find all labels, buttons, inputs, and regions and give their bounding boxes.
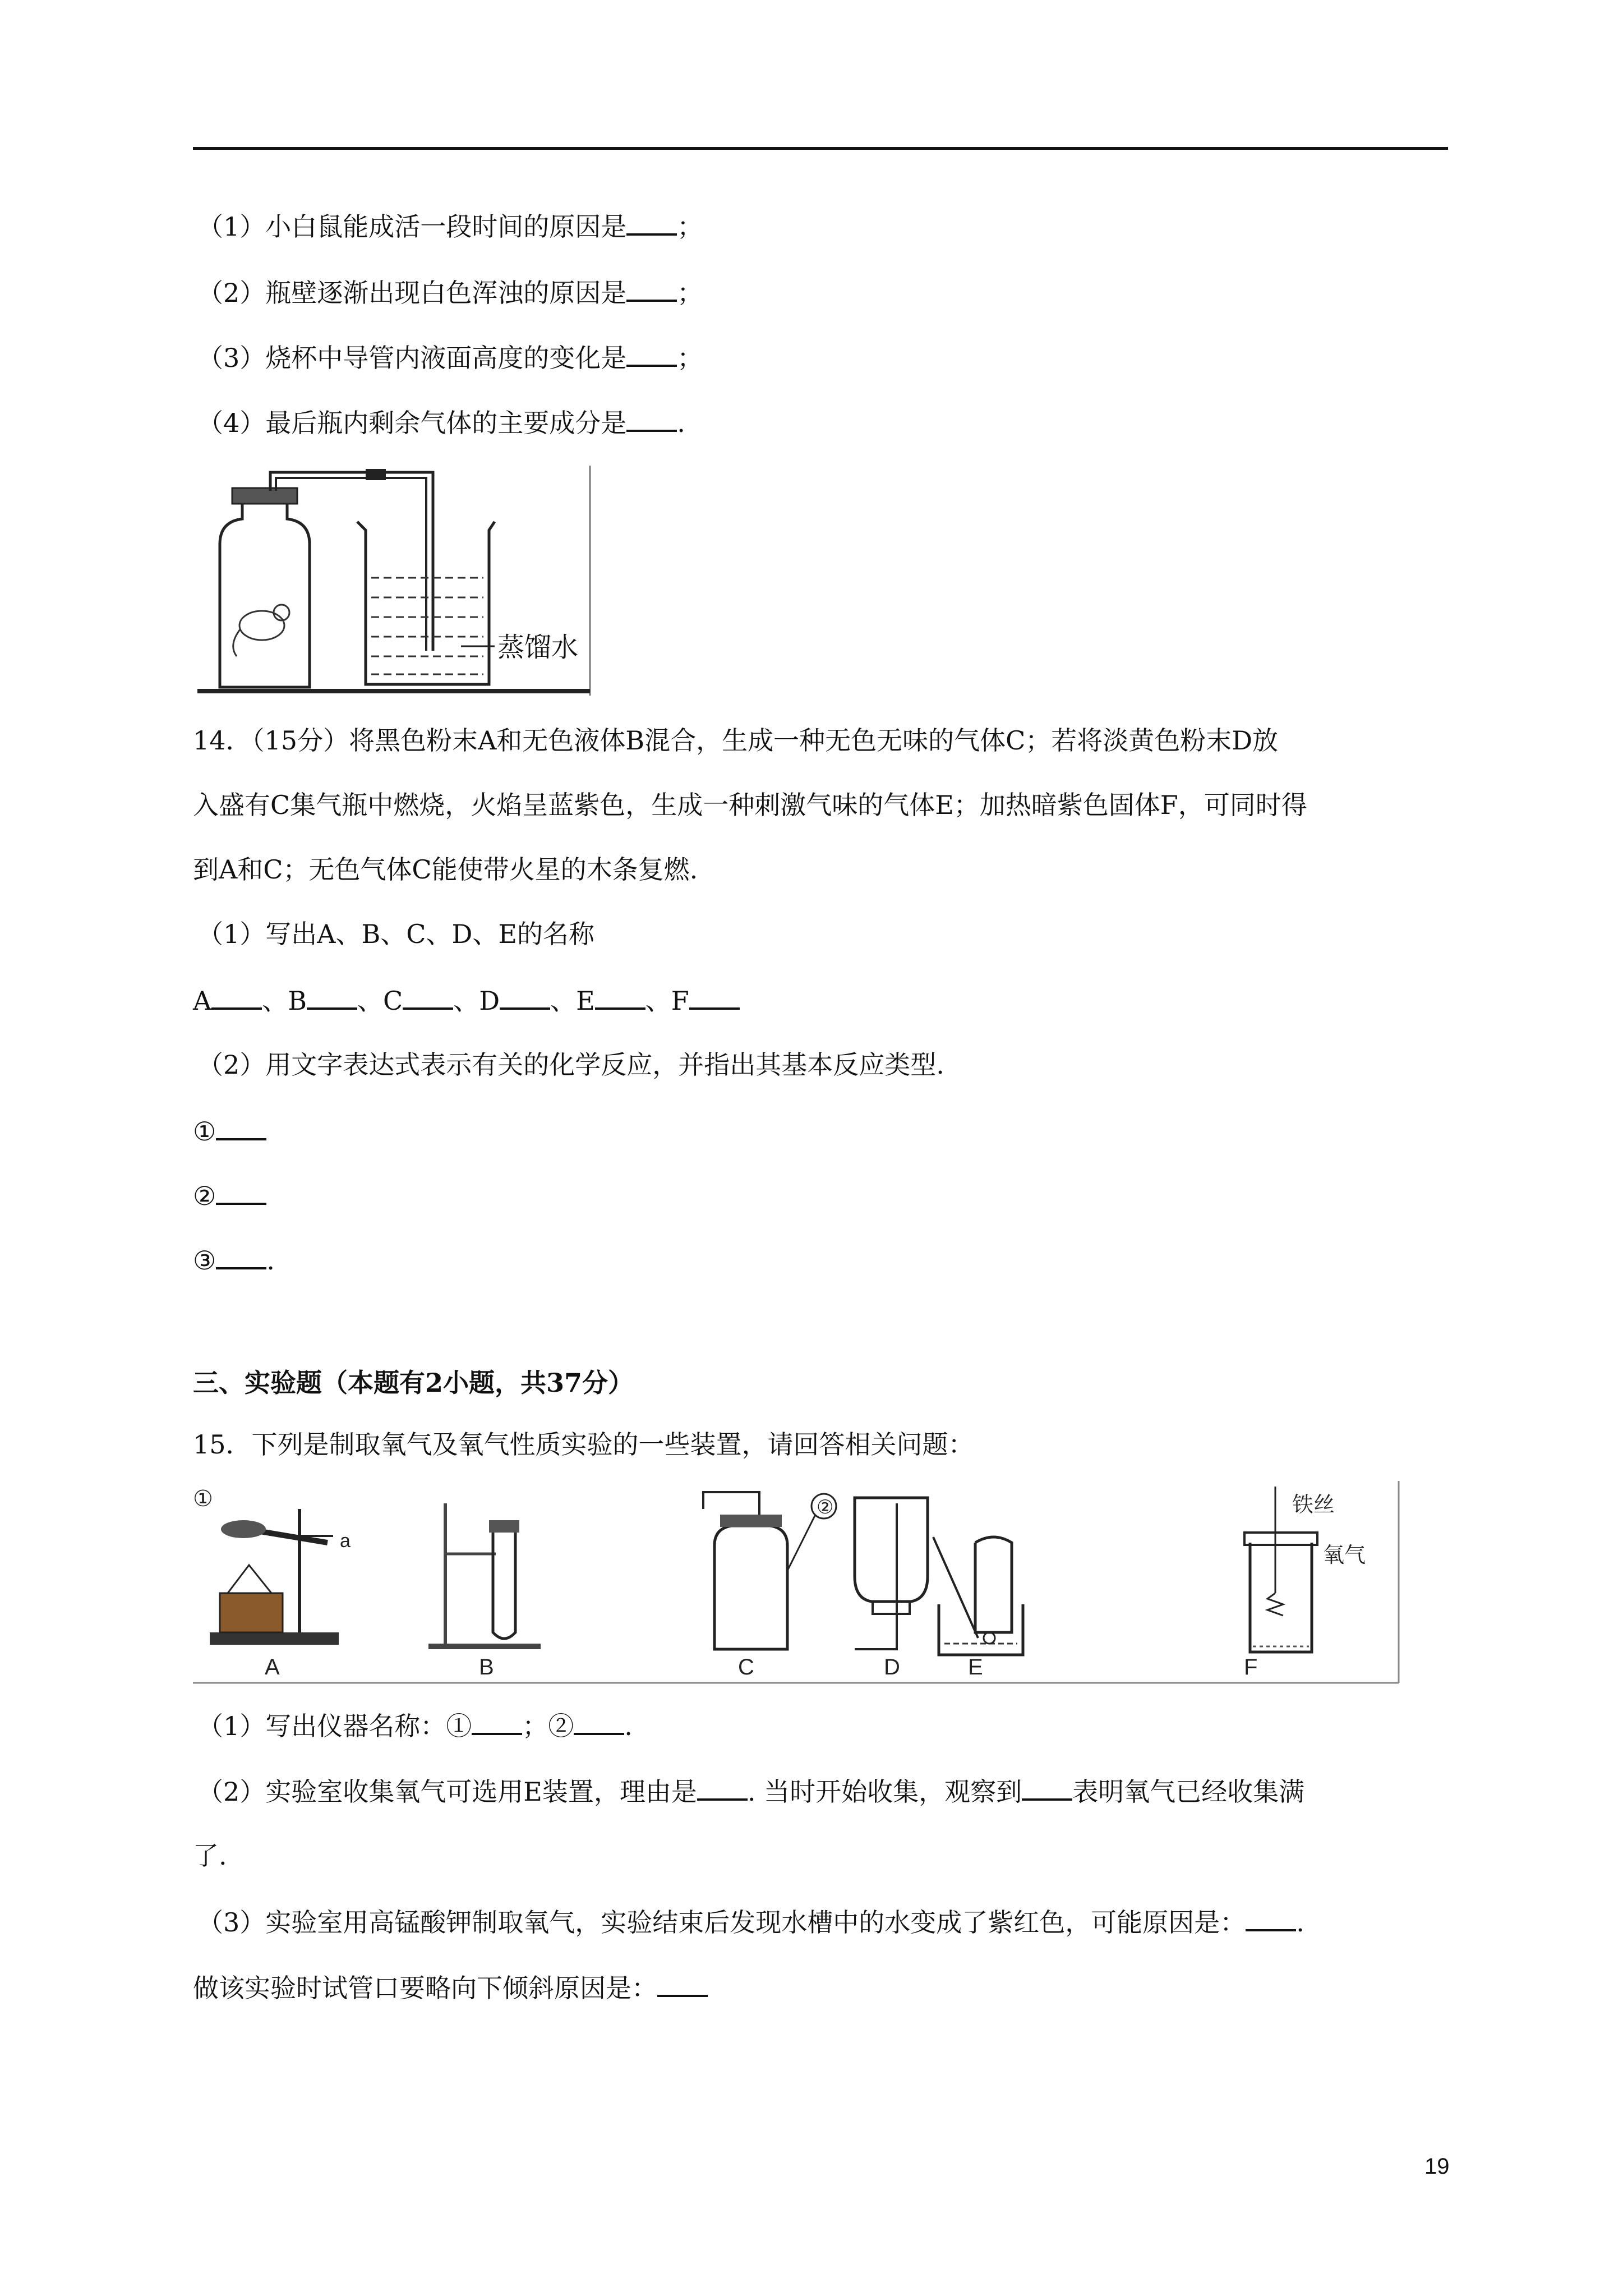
answer-blank[interactable] (626, 405, 677, 432)
apparatus-e (933, 1537, 1023, 1655)
label-d: D (884, 1655, 900, 1680)
answer-blank[interactable] (595, 983, 645, 1010)
label-e: E (968, 1655, 983, 1680)
callout-oxygen: 氧气 (1323, 1544, 1366, 1567)
q15-sub2-cont: 了. (193, 1841, 227, 1871)
answer-blank[interactable] (500, 983, 550, 1010)
q14-stem-1: 14．（15分）将黑色粉末A和无色液体B混合，生成一种无色无味的气体C；若将淡黄色粉末D放 (193, 725, 1279, 756)
q15-sub1: （1）写出仪器名称：① ；② . (197, 1708, 633, 1743)
answer-blank[interactable] (216, 1243, 266, 1269)
mouse-jar-figure (197, 466, 601, 701)
section-3-title: 三、实验题（本题有2小题，共37分） (193, 1368, 634, 1398)
answer-blank[interactable] (211, 983, 262, 1010)
answer-blank[interactable] (626, 209, 677, 236)
q14-item-3: ③ . (193, 1243, 275, 1277)
answer-blank[interactable] (216, 1114, 266, 1140)
q13-line-2: （2）瓶壁逐渐出现白色浑浊的原因是 ； (197, 275, 703, 310)
label-b: B (479, 1655, 494, 1680)
label-f: F (1244, 1655, 1258, 1680)
q14-item-1: ① (193, 1114, 266, 1148)
apparatus-f (1244, 1487, 1366, 1652)
answer-blank[interactable] (697, 1774, 748, 1801)
answer-blank[interactable] (307, 983, 357, 1010)
apparatus-c (703, 1492, 836, 1649)
answer-blank[interactable] (574, 1708, 624, 1735)
apparatus-d (855, 1498, 928, 1649)
q15-sub3: （3）实验室用高锰酸钾制取氧气，实验结束后发现水槽中的水变成了紫红色，可能原因是： . (197, 1904, 1304, 1939)
answer-blank[interactable] (626, 340, 677, 367)
callout-2: ② (817, 1497, 834, 1518)
answer-blank[interactable] (216, 1178, 266, 1205)
q15-sub3-cont: 做该实验时试管口要略向下倾斜原因是： (193, 1970, 708, 2005)
answer-blank[interactable] (1022, 1774, 1072, 1801)
answer-blank[interactable] (689, 983, 740, 1010)
q14-answers: A 、B 、C 、D 、E 、F (193, 983, 740, 1018)
answer-blank[interactable] (657, 1970, 708, 1997)
label-c: C (738, 1655, 754, 1680)
callout-1: ① (193, 1487, 213, 1511)
label-a: A (265, 1655, 280, 1680)
apparatus-b (428, 1503, 541, 1649)
callout-a: a (340, 1530, 351, 1552)
answer-blank[interactable] (472, 1708, 522, 1735)
q14-sub2: （2）用文字表达式表示有关的化学反应，并指出其基本反应类型. (197, 1050, 944, 1080)
apparatus-a (193, 1487, 351, 1645)
distilled-water-label: 蒸馏水 (497, 633, 579, 662)
answer-blank[interactable] (403, 983, 453, 1010)
q13-line-1: （1）小白鼠能成活一段时间的原因是 ； (197, 209, 703, 243)
header-rule (193, 147, 1448, 150)
q14-stem-2: 入盛有C集气瓶中燃烧，火焰呈蓝紫色，生成一种刺激气味的气体E；加热暗紫色固体F，可同时得 (193, 790, 1307, 820)
callout-wire: 铁丝 (1292, 1493, 1335, 1517)
page-number: 19 (1424, 2154, 1450, 2179)
answer-blank[interactable] (626, 275, 677, 302)
q15-stem: 15．下列是制取氧气及氧气性质实验的一些装置，请回答相关问题： (193, 1429, 974, 1460)
q13-line-3: （3）烧杯中导管内液面高度的变化是 ； (197, 340, 703, 375)
q13-line-4: （4）最后瓶内剩余气体的主要成分是 . (197, 405, 685, 440)
q14-item-2: ② (193, 1178, 266, 1213)
answer-blank[interactable] (1246, 1904, 1296, 1931)
apparatus-figure (193, 1481, 1404, 1694)
q14-sub1: （1）写出A、B、C、D、E的名称 (197, 919, 594, 949)
q15-sub2: （2）实验室收集氧气可选用E装置，理由是 . 当时开始收集，观察到 表明氧气已经收集满 (197, 1774, 1304, 1809)
q14-stem-3: 到A和C；无色气体C能使带火星的木条复燃. (193, 854, 698, 885)
